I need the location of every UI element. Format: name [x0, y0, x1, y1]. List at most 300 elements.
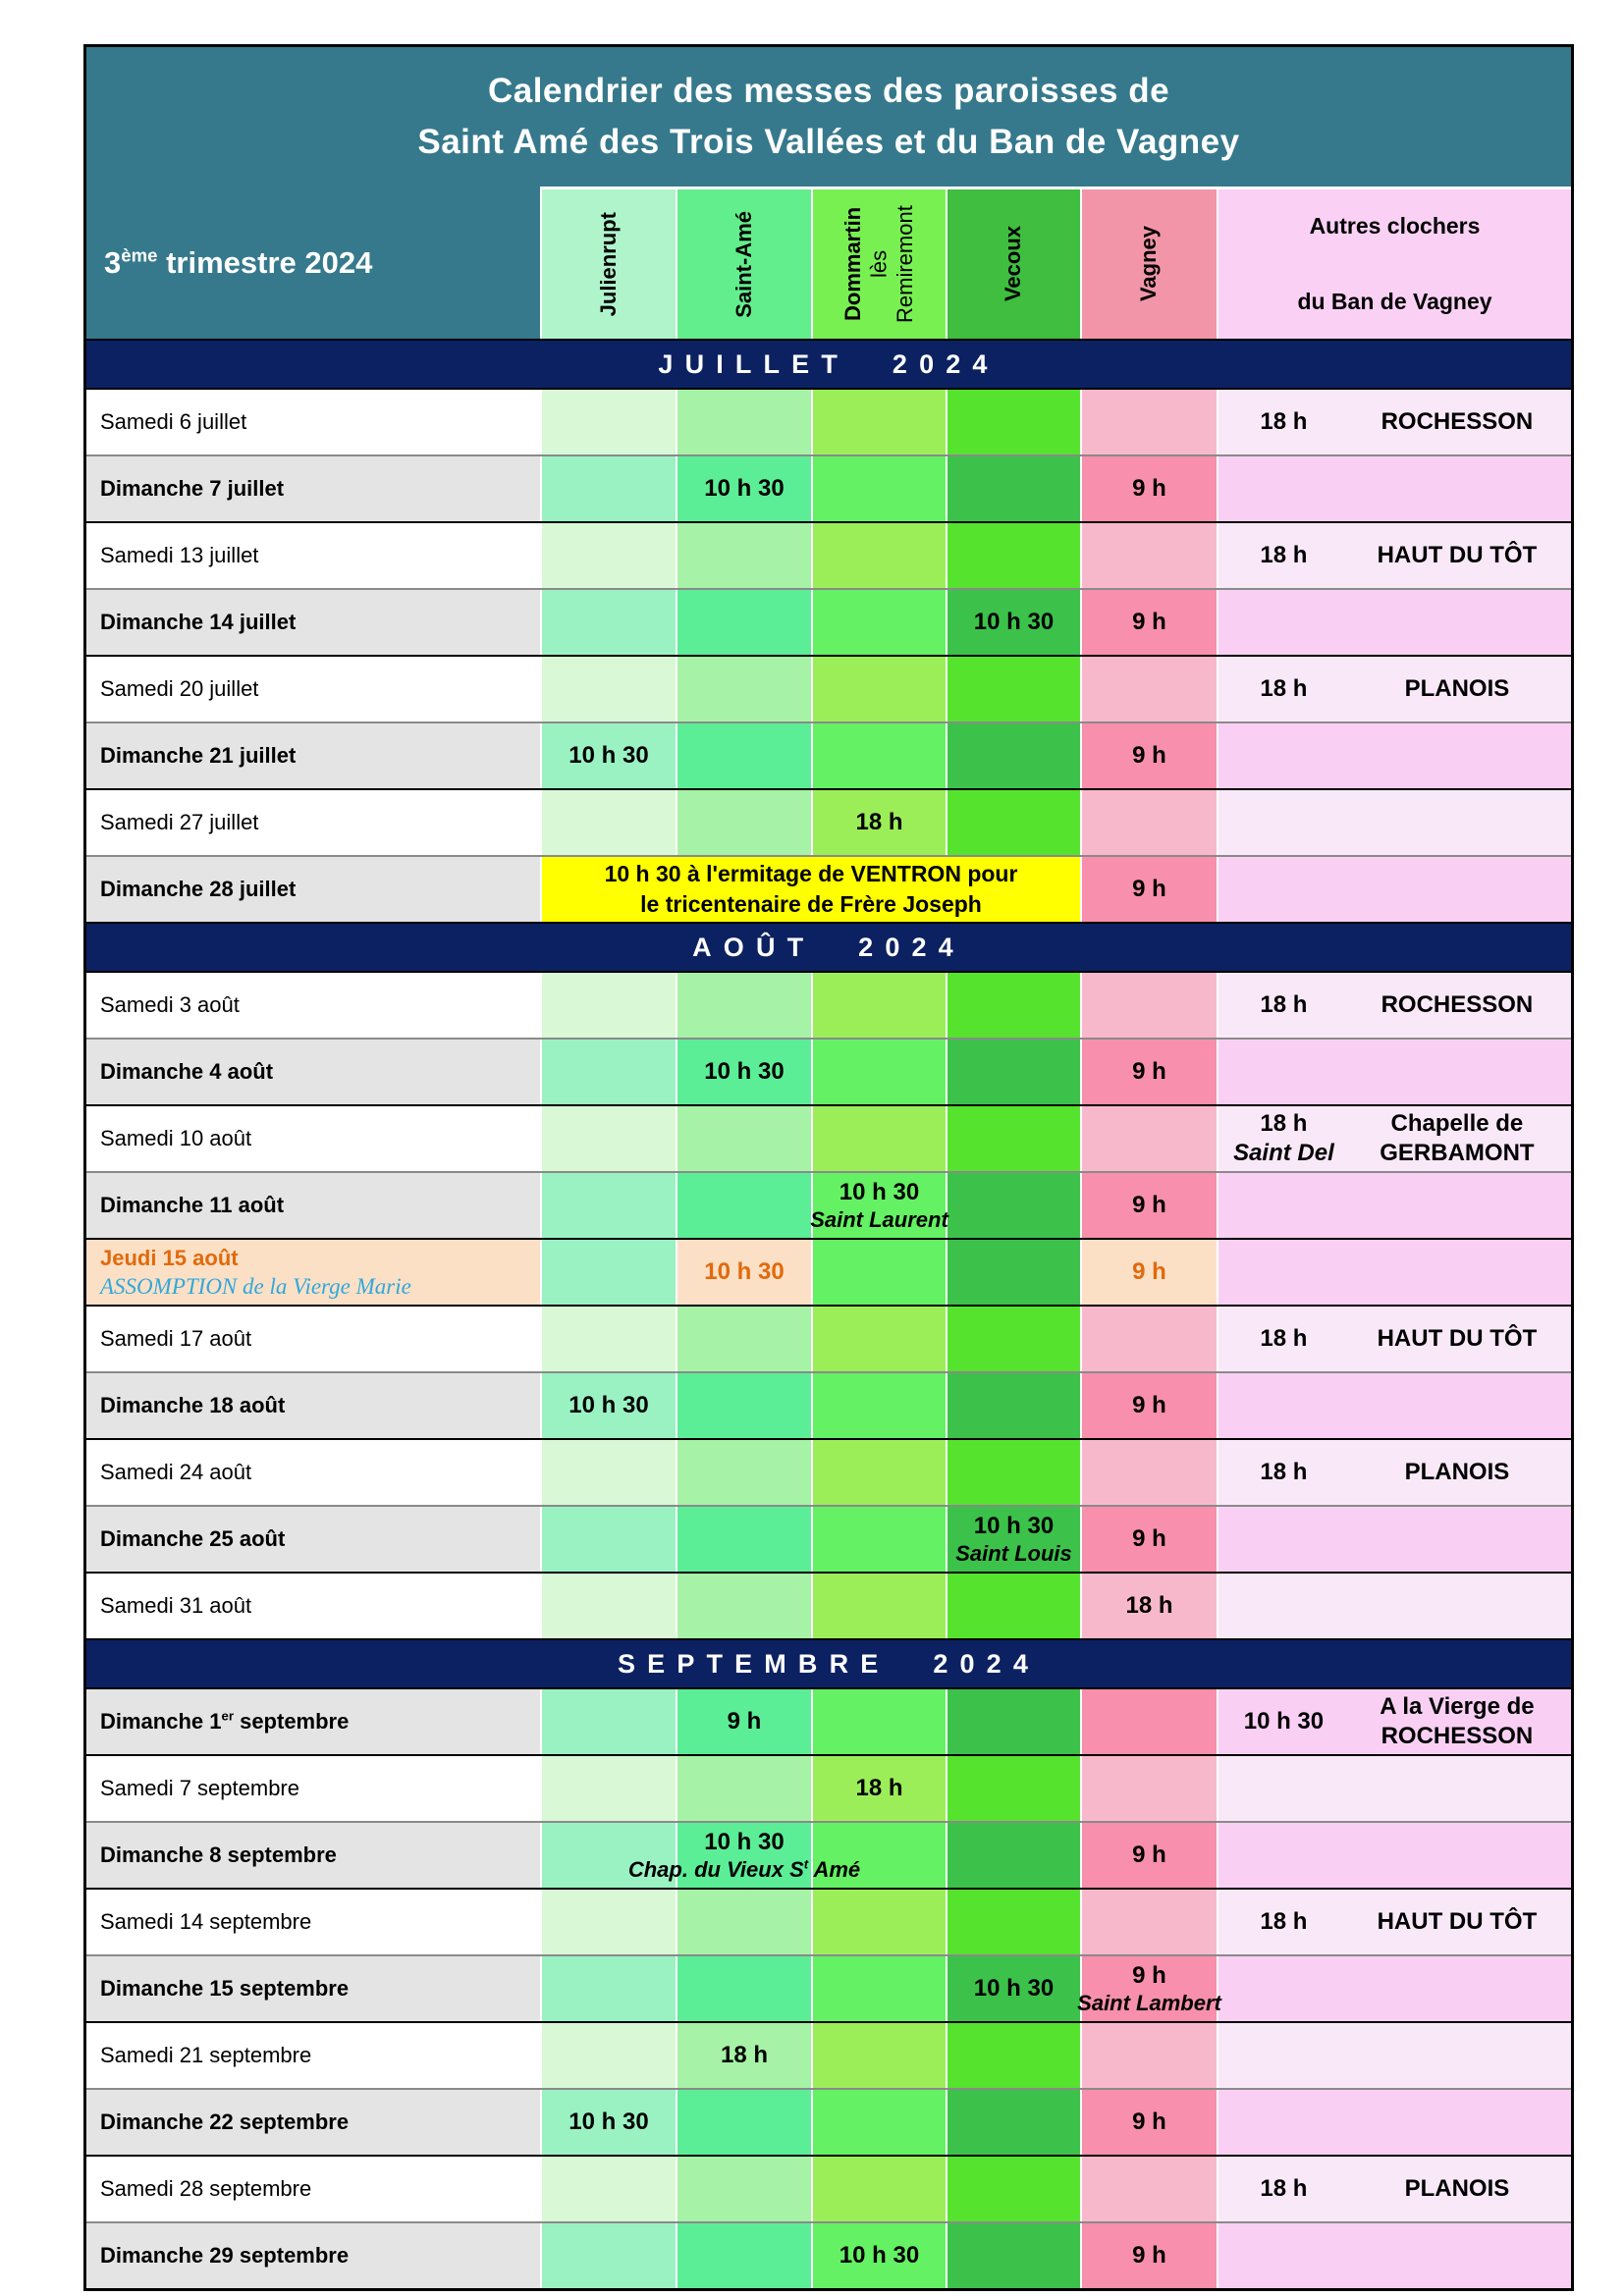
table-row	[86, 973, 1571, 1038]
cell-saintame	[676, 973, 811, 1038]
row-date: Samedi 10 août	[100, 1126, 252, 1150]
table-row	[86, 521, 1571, 588]
mass-time-line: 18 h	[1260, 1459, 1308, 1485]
cell-date	[86, 2023, 540, 2088]
mass-time	[1218, 674, 1349, 704]
column-header-vagney	[1080, 187, 1217, 339]
cell-date	[86, 857, 540, 922]
cell-saintame	[676, 1756, 811, 1821]
table-row	[86, 2021, 1571, 2088]
column-header-label-line: Autres clochers	[1309, 213, 1481, 239]
cell-date	[86, 1373, 540, 1438]
cell-saintame	[676, 2090, 811, 2155]
mass-time-line: 10 h 30	[1243, 1708, 1325, 1735]
cell-vecoux	[946, 2223, 1080, 2288]
cell-saintame	[676, 1507, 811, 1572]
cell-julienrupt	[540, 1106, 676, 1171]
row-date: Samedi 3 août	[100, 992, 240, 1017]
cell-autres	[1217, 2223, 1571, 2288]
cell-vecoux	[946, 2023, 1080, 2088]
cell-dommartin	[811, 1507, 946, 1572]
row-date: Dimanche 22 septembre	[100, 2109, 350, 2134]
cell-autres	[1217, 2157, 1571, 2221]
table-row	[86, 2221, 1571, 2288]
cell-autres	[1217, 1890, 1571, 1954]
mass-time	[1218, 541, 1349, 570]
cell-julienrupt	[540, 2223, 676, 2288]
mass-time: 9 h	[1132, 876, 1166, 902]
cell-vecoux	[946, 973, 1080, 1038]
mass-time-line: 18 h	[1260, 408, 1308, 435]
cell-autres	[1217, 723, 1571, 788]
cell-vecoux	[946, 2090, 1080, 2155]
cell-date	[86, 1106, 540, 1171]
cell-autres	[1217, 1440, 1571, 1505]
cell-dommartin	[811, 1956, 946, 2021]
row-date: Dimanche 8 septembre	[100, 1842, 337, 1867]
mass-time: 9 h	[1132, 2242, 1166, 2269]
row-date: Samedi 17 août	[100, 1326, 252, 1351]
cell-date	[86, 1574, 540, 1638]
cell-vagney	[1080, 1106, 1217, 1171]
mass-place	[1349, 1324, 1571, 1354]
row-date: Dimanche 14 juillet	[100, 610, 297, 634]
cell-autres	[1217, 1373, 1571, 1438]
mass-place-line: ROCHESSON	[1380, 408, 1534, 435]
cell-vecoux	[946, 1890, 1080, 1954]
cell-vagney	[1080, 657, 1217, 721]
cell-vagney	[1080, 1040, 1217, 1104]
cell-saintame	[676, 2223, 811, 2288]
cell-date	[86, 1040, 540, 1104]
cell-saintame	[676, 390, 811, 454]
cell-dommartin	[811, 2223, 946, 2288]
cell-date	[86, 1173, 540, 1238]
cell-julienrupt	[540, 456, 676, 521]
cell-vagney	[1080, 1373, 1217, 1438]
cell-vecoux	[946, 1240, 1080, 1305]
cell-saintame	[676, 723, 811, 788]
cell-saintame	[676, 1956, 811, 2021]
cell-vagney	[1080, 790, 1217, 855]
table-row	[86, 1305, 1571, 1371]
table-row	[86, 1371, 1571, 1438]
row-date: Samedi 6 juillet	[100, 409, 247, 434]
cell-julienrupt	[540, 1956, 676, 2021]
cell-julienrupt	[540, 1440, 676, 1505]
cell-julienrupt	[540, 2023, 676, 2088]
cell-julienrupt	[540, 1173, 676, 1238]
cell-dommartin	[811, 2157, 946, 2221]
cell-saintame	[676, 1106, 811, 1171]
month-banner-juillet: JUILLET 2024	[86, 339, 1571, 390]
cell-saintame	[676, 2157, 811, 2221]
cell-date	[86, 2223, 540, 2288]
mass-time: 10 h 30	[839, 2242, 920, 2269]
special-note-line: le tricentenaire de Frère Joseph	[640, 891, 982, 917]
cell-vecoux	[946, 2157, 1080, 2221]
mass-time	[1218, 1109, 1349, 1168]
cell-vecoux	[946, 590, 1080, 655]
mass-place-line: A la Vierge de	[1380, 1693, 1535, 1720]
trimester-cell	[86, 187, 540, 339]
cell-julienrupt	[540, 1240, 676, 1305]
cell-dommartin	[811, 973, 946, 1038]
mass-time: 9 h	[1132, 2109, 1166, 2135]
cell-julienrupt	[540, 2090, 676, 2155]
cell-vagney	[1080, 1440, 1217, 1505]
table-row	[86, 2088, 1571, 2155]
cell-date	[86, 1240, 540, 1305]
table-row	[86, 588, 1571, 655]
row-date: Dimanche 11 août	[100, 1193, 285, 1217]
mass-time	[1218, 1707, 1349, 1736]
cell-vagney	[1080, 2157, 1217, 2221]
cell-vecoux	[946, 523, 1080, 588]
cell-julienrupt	[540, 1756, 676, 1821]
cell-saintame	[627, 1823, 861, 1888]
cell-julienrupt	[540, 973, 676, 1038]
mass-time: 9 h	[1132, 1961, 1166, 1989]
cell-dommartin	[811, 2023, 946, 2088]
row-date: Dimanche 29 septembre	[100, 2243, 350, 2268]
cell-date	[86, 723, 540, 788]
mass-place: Saint Laurent	[810, 1206, 948, 1232]
mass-place	[1349, 1692, 1571, 1751]
mass-time: 18 h	[855, 809, 903, 835]
table-row	[86, 390, 1571, 454]
cell-dommartin	[811, 1440, 946, 1505]
mass-place	[1349, 1907, 1571, 1937]
cell-date	[86, 1956, 540, 2021]
mass-place-line: PLANOIS	[1404, 2175, 1510, 2202]
table-row	[86, 721, 1571, 788]
cell-vecoux	[946, 1574, 1080, 1638]
cell-julienrupt	[540, 1574, 676, 1638]
table-row	[86, 1821, 1571, 1888]
mass-time: 10 h 30	[839, 1178, 920, 1205]
column-header-label	[731, 211, 757, 318]
cell-autres	[1217, 2090, 1571, 2155]
mass-time: 9 h	[1132, 1258, 1166, 1285]
mass-time: 10 h 30	[973, 1975, 1055, 2002]
cell-vecoux	[946, 1040, 1080, 1104]
cell-julienrupt	[540, 790, 676, 855]
special-note-cell	[540, 857, 1080, 922]
mass-time: 10 h 30	[704, 475, 785, 502]
cell-julienrupt	[540, 390, 676, 454]
cell-date	[86, 1823, 540, 1888]
mass-time: 9 h	[1132, 609, 1166, 635]
table-row	[86, 788, 1571, 855]
cell-julienrupt	[540, 1890, 676, 1954]
column-header-saintame	[676, 187, 811, 339]
cell-autres	[1217, 590, 1571, 655]
mass-time: 9 h	[1132, 742, 1166, 769]
row-date: Dimanche 21 juillet	[100, 743, 297, 768]
row-date: Dimanche 25 août	[100, 1526, 286, 1551]
table-row	[86, 454, 1571, 521]
row-date: Dimanche 1er septembre	[100, 1708, 350, 1734]
mass-place-line: HAUT DU TÔT	[1377, 542, 1538, 568]
cell-autres	[1217, 1823, 1571, 1888]
cell-dommartin	[811, 1689, 946, 1754]
mass-time: 9 h	[1132, 475, 1166, 502]
column-header-vecoux	[946, 187, 1080, 339]
cell-saintame	[676, 1173, 811, 1238]
cell-vagney	[1080, 1507, 1217, 1572]
cell-vagney	[1080, 1689, 1217, 1754]
cell-dommartin	[811, 790, 946, 855]
table-row	[86, 1505, 1571, 1572]
cell-date	[86, 1440, 540, 1505]
cell-saintame	[676, 1574, 811, 1638]
column-header-label-line: Vecoux	[1001, 226, 1026, 302]
cell-date	[86, 1689, 540, 1754]
cell-vagney	[1080, 1173, 1217, 1238]
cell-dommartin	[811, 1040, 946, 1104]
row-date: Samedi 7 septembre	[100, 1776, 299, 1800]
column-header-label-line: Vagney	[1136, 226, 1162, 302]
cell-vagney	[1080, 456, 1217, 521]
table-row	[86, 855, 1571, 922]
row-date: Samedi 14 septembre	[100, 1909, 312, 1934]
cell-vagney	[1080, 2223, 1217, 2288]
mass-time-line: 18 h	[1260, 991, 1308, 1018]
mass-time: 9 h	[1132, 1525, 1166, 1552]
cell-autres	[1217, 1956, 1571, 2021]
table-row	[86, 2155, 1571, 2221]
cell-date	[86, 1890, 540, 1954]
table-row	[86, 1954, 1571, 2021]
mass-time: 10 h 30	[704, 1828, 785, 1855]
month-banner-septembre: SEPTEMBRE 2024	[86, 1638, 1571, 1689]
cell-autres	[1217, 390, 1571, 454]
mass-place	[1349, 990, 1571, 1020]
cell-vagney	[1080, 1307, 1217, 1371]
cell-vecoux	[946, 456, 1080, 521]
mass-time: 10 h 30	[568, 1392, 649, 1418]
mass-place: Saint Louis	[955, 1540, 1072, 1566]
table-row	[86, 1572, 1571, 1638]
cell-autres	[1217, 523, 1571, 588]
mass-time-line: 18 h	[1260, 675, 1308, 702]
mass-time: 10 h 30	[568, 742, 649, 769]
mass-time: 9 h	[1132, 1192, 1166, 1218]
cell-dommartin	[811, 1173, 946, 1238]
mass-time: 9 h	[1132, 1058, 1166, 1085]
row-date: Samedi 20 juillet	[100, 676, 259, 701]
cell-dommartin	[811, 1373, 946, 1438]
row-date: Samedi 13 juillet	[100, 543, 259, 567]
cell-date	[86, 790, 540, 855]
cell-dommartin	[811, 723, 946, 788]
table-row	[86, 1754, 1571, 1821]
cell-date	[86, 973, 540, 1038]
mass-time-line: 18 h	[1260, 1325, 1308, 1352]
cell-date	[86, 2090, 540, 2155]
cell-saintame	[676, 456, 811, 521]
mass-place-line: HAUT DU TÔT	[1377, 1325, 1538, 1352]
cell-saintame	[676, 2023, 811, 2088]
cell-dommartin	[811, 1240, 946, 1305]
column-header-label	[1136, 226, 1162, 301]
cell-vagney	[1080, 1823, 1217, 1888]
cell-saintame	[676, 1373, 811, 1438]
column-header-label-line: lès Remiremont	[866, 205, 917, 323]
cell-vecoux	[946, 657, 1080, 721]
cell-saintame	[676, 523, 811, 588]
cell-saintame	[676, 657, 811, 721]
cell-vagney	[1080, 1756, 1217, 1821]
table-row	[86, 1689, 1571, 1754]
cell-vagney	[1080, 2023, 1217, 2088]
cell-vagney	[1080, 590, 1217, 655]
calendar-title-line2: Saint Amé des Trois Vallées et du Ban de Vagney	[417, 123, 1240, 161]
cell-autres	[1217, 973, 1571, 1038]
cell-vecoux	[946, 390, 1080, 454]
row-date: Samedi 27 juillet	[100, 810, 259, 834]
mass-time	[1218, 1907, 1349, 1937]
calendar-title-line1: Calendrier des messes des paroisses de	[487, 72, 1170, 110]
mass-time	[1218, 2174, 1349, 2204]
cell-autres	[1217, 857, 1571, 922]
mass-time: 18 h	[720, 2042, 769, 2068]
cell-autres	[1217, 657, 1571, 721]
cell-date	[86, 657, 540, 721]
cell-julienrupt	[540, 1307, 676, 1371]
cell-vagney	[1080, 973, 1217, 1038]
column-header-label	[1001, 226, 1026, 301]
cell-autres	[1217, 1507, 1571, 1572]
column-header-row	[86, 187, 1571, 339]
mass-place-line: Chapelle de	[1390, 1110, 1524, 1137]
column-header-label-line: Dommartin	[839, 206, 865, 322]
mass-place-line: GERBAMONT	[1380, 1140, 1535, 1166]
cell-autres	[1217, 790, 1571, 855]
mass-time: 10 h 30	[704, 1258, 785, 1285]
cell-dommartin	[811, 1890, 946, 1954]
cell-dommartin	[811, 523, 946, 588]
month-banner-aout: AOÛT 2024	[86, 922, 1571, 973]
cell-saintame	[676, 1040, 811, 1104]
cell-vecoux	[946, 1689, 1080, 1754]
cell-autres	[1217, 2023, 1571, 2088]
cell-vagney	[1080, 723, 1217, 788]
cell-date	[86, 2157, 540, 2221]
row-date: Samedi 24 août	[100, 1460, 252, 1484]
cell-vagney	[1080, 1574, 1217, 1638]
mass-time: 9 h	[1132, 1392, 1166, 1418]
row-date: Jeudi 15 août	[100, 1245, 239, 1270]
mass-place-line: ROCHESSON	[1380, 1723, 1534, 1749]
mass-place-line: HAUT DU TÔT	[1377, 1908, 1538, 1935]
cell-vagney	[1080, 1890, 1217, 1954]
row-date: Dimanche 18 août	[100, 1393, 286, 1417]
cell-vagney	[1080, 1240, 1217, 1305]
mass-time: 9 h	[1132, 1842, 1166, 1868]
table-row	[86, 1171, 1571, 1238]
cell-dommartin	[811, 657, 946, 721]
cell-dommartin	[811, 390, 946, 454]
mass-time	[1218, 1458, 1349, 1487]
row-date: Samedi 28 septembre	[100, 2176, 312, 2201]
cell-vagney	[1077, 1956, 1221, 2021]
row-date: Samedi 21 septembre	[100, 2043, 312, 2067]
mass-place	[1349, 1458, 1571, 1487]
cell-dommartin	[811, 2090, 946, 2155]
row-date: Samedi 31 août	[100, 1593, 252, 1618]
table-row	[86, 1238, 1571, 1305]
column-header-label-line: Julienrupt	[595, 211, 621, 317]
mass-place-line: ROCHESSON	[1380, 991, 1534, 1018]
cell-julienrupt	[540, 1689, 676, 1754]
mass-time: 18 h	[855, 1775, 903, 1801]
cell-vagney	[1080, 523, 1217, 588]
cell-vecoux	[946, 1956, 1080, 2021]
mass-place	[1349, 407, 1571, 437]
cell-date	[86, 1507, 540, 1572]
cell-dommartin	[811, 1307, 946, 1371]
cell-julienrupt	[540, 723, 676, 788]
mass-time	[1218, 990, 1349, 1020]
cell-autres	[1217, 1307, 1571, 1371]
mass-time-line: 18 h	[1260, 1110, 1308, 1137]
mass-time-line: 18 h	[1260, 542, 1308, 568]
cell-saintame	[676, 1307, 811, 1371]
cell-saintame	[676, 590, 811, 655]
cell-dommartin	[811, 1574, 946, 1638]
calendar-title	[86, 47, 1571, 187]
special-note-line: 10 h 30 à l'ermitage de VENTRON pour	[604, 860, 1018, 886]
cell-autres	[1217, 456, 1571, 521]
cell-autres	[1217, 1689, 1571, 1754]
cell-vecoux	[946, 790, 1080, 855]
cell-julienrupt	[540, 1373, 676, 1438]
row-date: Dimanche 4 août	[100, 1059, 274, 1084]
mass-time: 18 h	[1125, 1592, 1173, 1619]
cell-vagney	[1080, 857, 1217, 922]
cell-julienrupt	[540, 1040, 676, 1104]
cell-vecoux	[946, 1823, 1080, 1888]
row-date: Dimanche 28 juillet	[100, 877, 297, 901]
mass-time-line: 18 h	[1260, 2175, 1308, 2202]
cell-autres	[1217, 1240, 1571, 1305]
cell-date	[86, 590, 540, 655]
cell-date	[86, 390, 540, 454]
row-date: Dimanche 7 juillet	[100, 476, 285, 501]
cell-vagney	[1080, 2090, 1217, 2155]
table-row	[86, 655, 1571, 721]
cell-dommartin	[811, 590, 946, 655]
table-row	[86, 1438, 1571, 1505]
column-header-label-line: du Ban de Vagney	[1297, 289, 1492, 314]
cell-saintame	[676, 1240, 811, 1305]
column-header-label-line: Saint-Amé	[731, 210, 756, 318]
mass-time-line: Saint Del	[1233, 1140, 1334, 1166]
cell-date	[86, 523, 540, 588]
column-header-autres	[1217, 187, 1571, 339]
mass-time: 9 h	[727, 1708, 762, 1735]
cell-date	[86, 1307, 540, 1371]
table-row	[86, 1038, 1571, 1104]
cell-vecoux	[946, 1507, 1080, 1572]
mass-place	[1349, 674, 1571, 704]
cell-dommartin	[811, 1106, 946, 1171]
mass-calendar-table	[83, 44, 1574, 2291]
mass-place-line: PLANOIS	[1404, 1459, 1510, 1485]
mass-place-line: PLANOIS	[1404, 675, 1510, 702]
